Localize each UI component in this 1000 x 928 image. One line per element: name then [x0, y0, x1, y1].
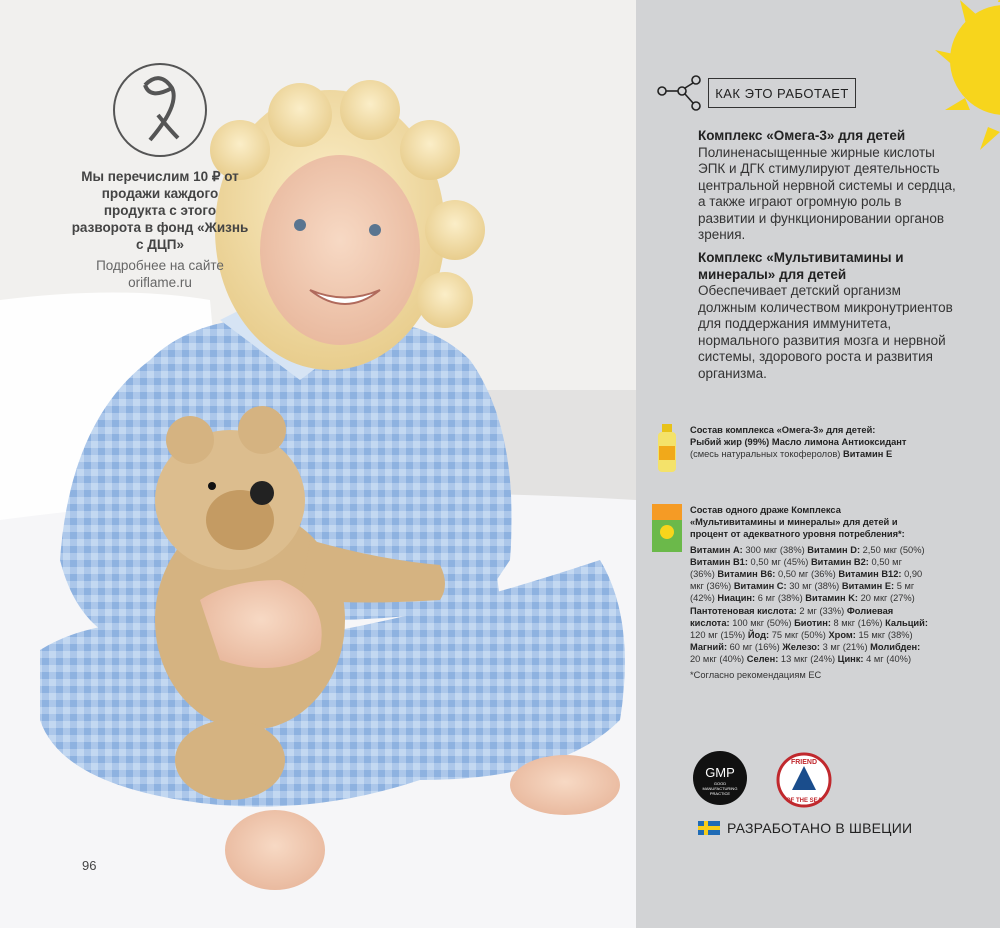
made-in-sweden-label: РАЗРАБОТАНО В ШВЕЦИИ [727, 820, 913, 836]
molecule-icon [656, 74, 706, 114]
charity-text: Мы перечислим 10 ₽ от продажи каждого продукта с этого разворота в фонд «Жизнь с ДЦП» [71, 169, 249, 252]
multi-composition [690, 504, 928, 681]
nutrient-value: 20 мкг (40%) [690, 654, 745, 665]
friend-of-the-sea-badge [776, 752, 832, 808]
made-in-sweden [698, 820, 912, 836]
nutrient-name: Ниацин: [717, 593, 756, 604]
gmp-small1: GOOD [713, 781, 727, 786]
nutrient-value: 20 мкг (27%) [860, 593, 915, 604]
multi-title: Комплекс «Мультивитамины и минералы» для детей [698, 250, 904, 282]
fos-line2: OF THE SEA [785, 798, 823, 804]
nutrient-value: 4 мг (40%) [866, 654, 912, 665]
nutrient-value: 100 мкг (50%) [732, 617, 792, 628]
fos-line1: FRIEND [790, 759, 818, 766]
gmp-badge [692, 750, 748, 806]
nutrient-name: Йод: [747, 630, 770, 641]
multi-composition-items [690, 544, 928, 666]
page-number: 96 [82, 858, 97, 873]
gmp-text: GMP [705, 765, 735, 780]
multi-composition-title: Состав одного драже Комплекса «Мультивитамины и минералы» для детей и процент от адекватного уровня потребления*: [690, 505, 905, 540]
omega-composition-line2b: Витамин Е [843, 449, 893, 460]
nutrient-name: Витамин A: [690, 544, 743, 555]
ribbon-heart-icon [110, 60, 210, 160]
nutrient-value: 8 мкг (16%) [833, 617, 883, 628]
gmp-small3: PRACTICE [709, 791, 731, 796]
omega-composition-line1: Рыбий жир (99%) Масло лимона Антиоксидант [690, 437, 907, 448]
sweden-flag-icon [698, 821, 720, 835]
nutrient-value: 3 мг (21%) [822, 642, 868, 653]
nutrient-value: 0,50 мг (36%) [777, 569, 836, 580]
nutrient-name: Витамин B1: [690, 556, 748, 567]
nutrient-value: 0,50 мг (36%) [690, 556, 902, 580]
multivitamin-box-image [652, 504, 682, 552]
nutrient-name: Витамин С: [733, 581, 787, 592]
nutrient-name: Пантотеновая кислота: [690, 605, 797, 616]
how-it-works-header [656, 74, 876, 114]
nutrient-name: Витамин B6: [717, 569, 776, 580]
nutrient-value: 5 мг (42%) [690, 581, 915, 604]
nutrient-name: Цинк: [837, 654, 864, 665]
nutrient-name: Магний: [690, 642, 728, 653]
nutrient-value: 0,50 мг (45%) [750, 556, 809, 567]
nutrient-name: Витамин K: [805, 593, 859, 604]
nutrient-name: Биотин: [794, 617, 831, 628]
nutrient-name: Кальций: [885, 617, 928, 628]
nutrient-name: Железо: [782, 642, 821, 653]
omega-bottle-image [656, 424, 678, 472]
nutrient-value: 15 мкг (38%) [858, 630, 913, 641]
multi-composition-footnote: *Согласно рекомендациям ЕС [690, 669, 822, 680]
nutrient-value: 2,50 мкг (50%) [862, 544, 925, 555]
omega-composition-title: Состав комплекса «Омега-3» для детей: [690, 425, 876, 435]
nutrient-name: Витамин B2: [810, 556, 869, 567]
nutrient-name: Витамин D: [807, 544, 861, 555]
nutrient-name: Хром: [828, 630, 856, 641]
nutrient-name: Фолиевая кислота: [690, 605, 894, 628]
nutrient-value: 0,90 мкг (36%) [690, 569, 923, 592]
nutrient-name: Витамин E: [841, 581, 895, 592]
nutrient-value: 2 мг (33%) [799, 605, 845, 616]
omega-composition-line2a: (смесь натуральных токоферолов) [690, 449, 843, 460]
nutrient-value: 60 мг (16%) [729, 642, 780, 653]
multi-description [698, 250, 958, 382]
nutrient-value: 6 мг (38%) [757, 593, 803, 604]
nutrient-value: 300 мкг (38%) [745, 544, 805, 555]
nutrient-name: Молибден: [870, 642, 921, 653]
multi-body: Обеспечивает детский организм должным количеством микронутриентов для поддержания иммунитета, нормального развития мозга и нервной системы, здорового роста и развития организма. [698, 283, 953, 381]
nutrient-value: 13 мкг (24%) [780, 654, 836, 665]
omega-body: Полиненасыщенные жирные кислоты ЭПК и ДГК стимулируют деятельность центральной нервной системы и сердца, а также играют огромную роль в развитии и функционировании органов зрения. [698, 144, 956, 242]
omega-composition [690, 424, 940, 461]
nutrient-value: 120 мг (15%) [690, 630, 746, 641]
charity-block [70, 60, 250, 291]
nutrient-value: 75 мкг (50%) [771, 630, 826, 641]
omega-description [698, 128, 958, 244]
nutrient-value: 30 мг (38%) [789, 581, 840, 592]
nutrient-name: Витамин B12: [838, 569, 902, 580]
how-it-works-label: КАК ЭТО РАБОТАЕТ [708, 78, 856, 108]
charity-more-link[interactable]: Подробнее на сайте oriflame.ru [96, 258, 224, 290]
omega-title: Комплекс «Омега-3» для детей [698, 128, 906, 143]
nutrient-name: Селен: [746, 654, 779, 665]
gmp-small2: MANUFACTURING [702, 786, 738, 791]
